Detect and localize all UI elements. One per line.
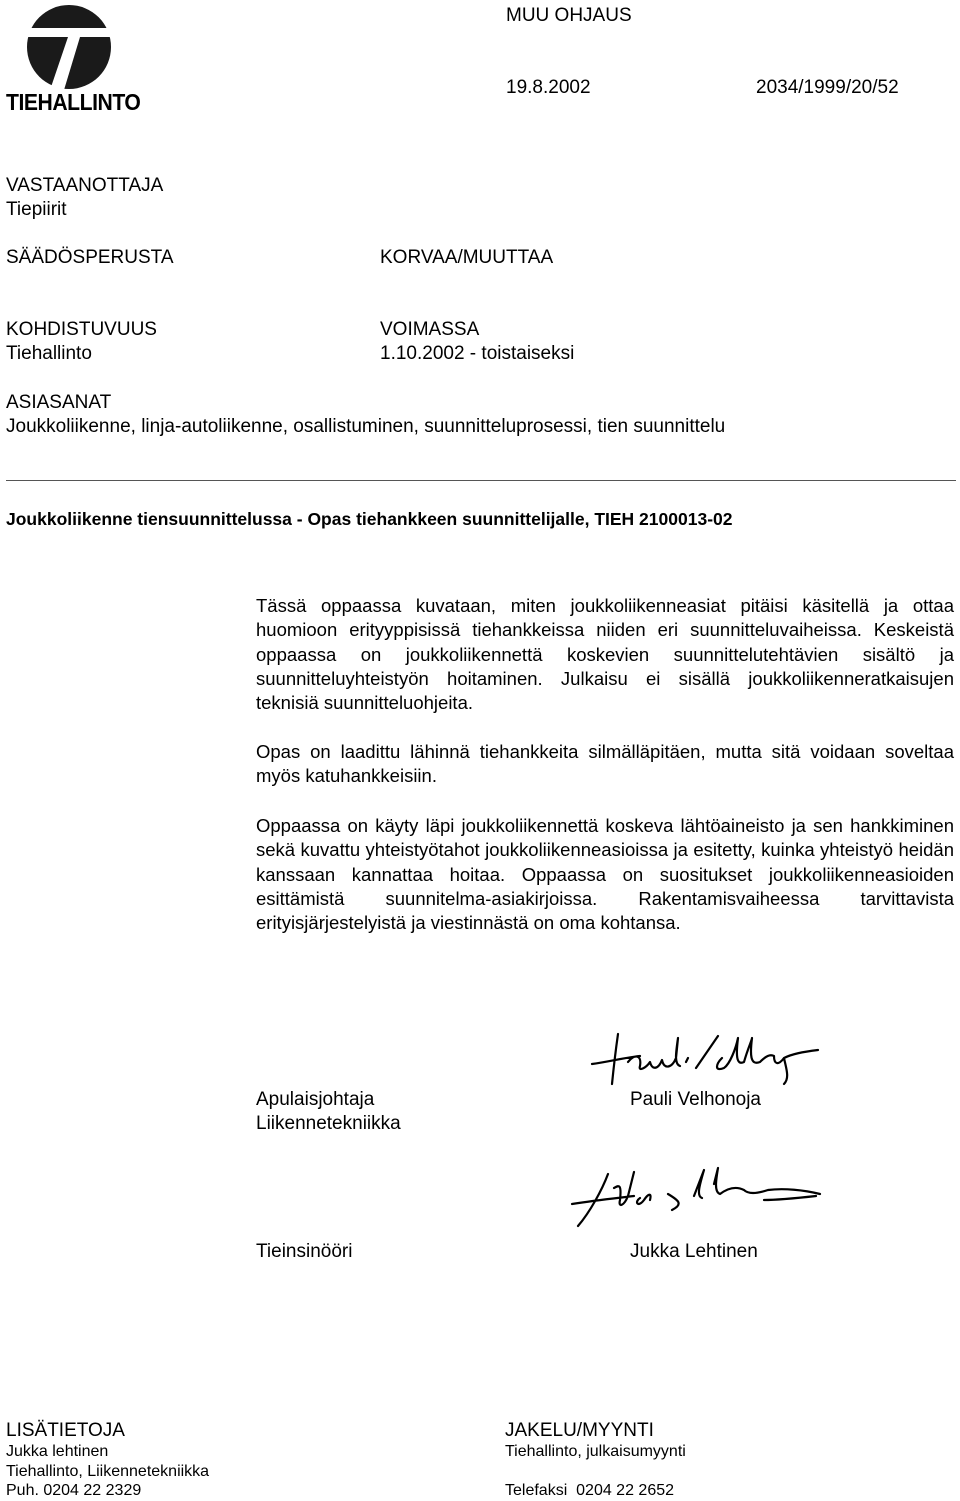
- signature-lehtinen-icon: [568, 1160, 828, 1232]
- statute-label: SÄÄDÖSPERUSTA: [6, 247, 174, 268]
- info-name: Jukka lehtinen: [6, 1443, 109, 1460]
- distribution-fax: Telefaksi 0204 22 2652: [505, 1482, 675, 1499]
- distribution-value: Tiehallinto, julkaisumyynti: [505, 1443, 686, 1460]
- signatory-2-name: Jukka Lehtinen: [630, 1241, 758, 1262]
- valid-label: VOIMASSA: [380, 319, 480, 340]
- body-paragraph-2: Opas on laadittu lähinnä tiehankkeita silmälläpitäen, mutta sitä voidaan soveltaa myös katuhankkeisiin.: [256, 741, 954, 787]
- keywords-value: Joukkoliikenne, linja-autoliikenne, osallistuminen, suunnitteluprosessi, tien suunnittelu: [6, 416, 726, 437]
- body-paragraph-3: Oppaassa on käyty läpi joukkoliikennettä koskeva lähtöaineisto ja sen hankkiminen sekä kuvattu yhteistyötahot joukkoliikenneasioissa ja esitetty, kuinka yhteistyö heidän kanssaan kannattaa hoitaa. Oppaassa on suositukset joukkoliikenneasioiden esittämistä suunnitelma-asiakirjoissa. Rakentamisvaiheessa tarvittavista erityisjärjestelyistä ja viestinnästä on oma kohtansa.: [256, 815, 954, 934]
- document-date: 19.8.2002: [506, 77, 591, 98]
- logo-wordmark: TIEHALLINTO: [6, 89, 141, 115]
- replaces-label: KORVAA/MUUTTAA: [380, 247, 554, 268]
- info-phone: Puh. 0204 22 2329: [6, 1482, 142, 1499]
- distribution-label: JAKELU/MYYNTI: [505, 1420, 654, 1441]
- scope-value: Tiehallinto: [6, 343, 92, 364]
- document-type: MUU OHJAUS: [506, 5, 632, 26]
- recipient-value: Tiepiirit: [6, 199, 67, 220]
- signatory-2-title-line1: Tieinsinööri: [256, 1241, 353, 1262]
- valid-value: 1.10.2002 - toistaiseksi: [380, 343, 575, 364]
- signatory-1-title-line1: Apulaisjohtaja: [256, 1089, 375, 1110]
- signatory-1-title-line2: Liikennetekniikka: [256, 1113, 401, 1134]
- info-label: LISÄTIETOJA: [6, 1420, 125, 1441]
- info-org: Tiehallinto, Liikennetekniikka: [6, 1463, 210, 1480]
- signature-velhonoja-icon: [588, 1028, 843, 1090]
- scope-label: KOHDISTUVUUS: [6, 319, 157, 340]
- document-title: Joukkoliikenne tiensuunnittelussa - Opas tiehankkeen suunnittelijalle, TIEH 2100013-02: [6, 509, 733, 529]
- recipient-label: VASTAANOTTAJA: [6, 175, 164, 196]
- body-paragraph-1: Tässä oppaassa kuvataan, miten joukkoliikenneasiat pitäisi käsitellä ja ottaa huomioon erityyppisissä tiehankkeissa niiden eri suunnitteluvaiheissa. Keskeistä oppaassa on joukkoliikennettä koskevien suunnittelutehtävien sisältö ja suunnitteluyhteistyön hoitaminen. Julkaisu ei sisällä joukkoliikenneratkaisujen teknisiä suunnitteluohjeita.: [256, 595, 954, 714]
- keywords-label: ASIASANAT: [6, 392, 112, 413]
- signatory-1-name: Pauli Velhonoja: [630, 1089, 761, 1110]
- document-reference: 2034/1999/20/52: [756, 77, 899, 98]
- divider: [6, 480, 956, 481]
